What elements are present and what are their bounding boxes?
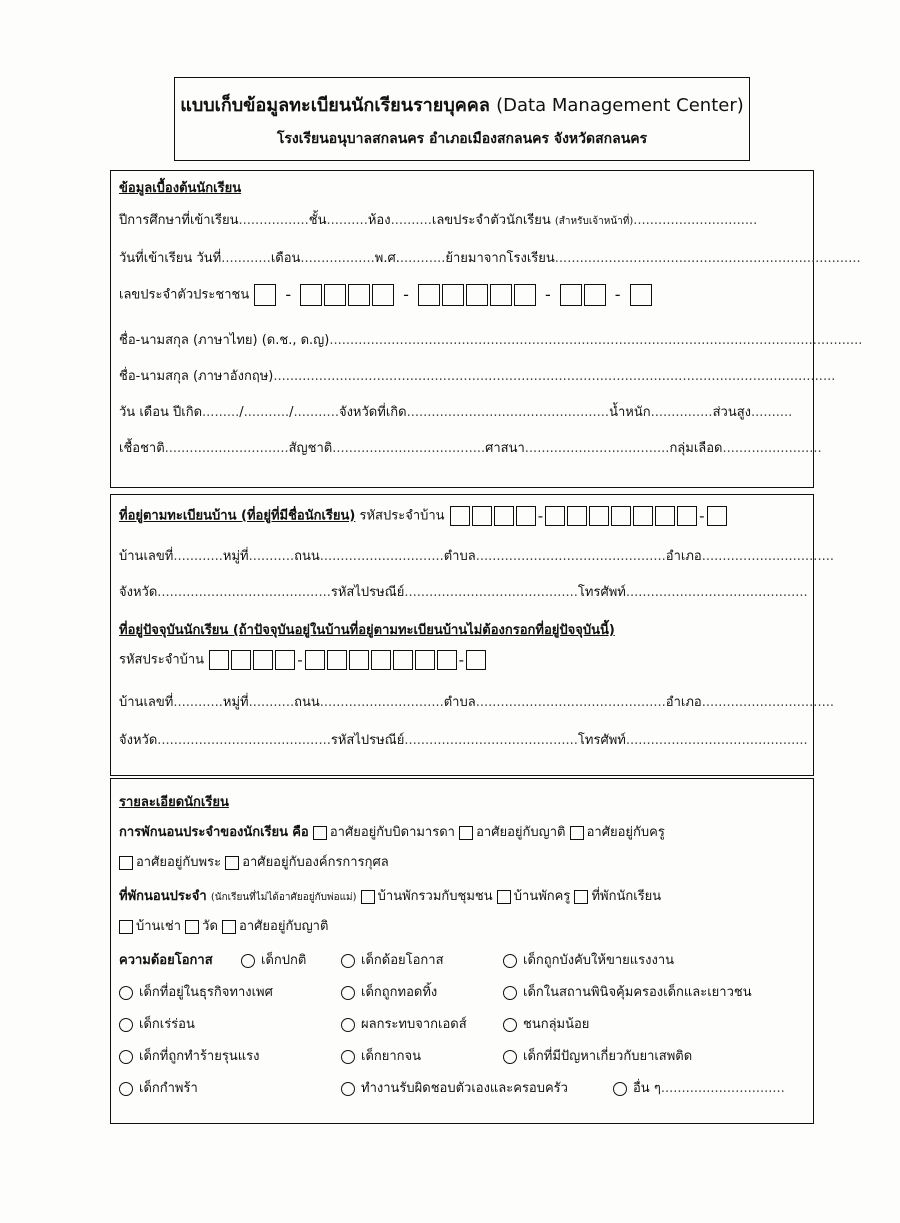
- residence-label: การพักนอนประจำของนักเรียน: [119, 825, 289, 840]
- house-code-dash: -: [699, 507, 705, 525]
- birth-province-field[interactable]: .................................................: [406, 405, 610, 420]
- option-label: เด็กกำพร้า: [139, 1081, 198, 1096]
- tambon-field[interactable]: ..............................................: [475, 549, 666, 564]
- dob-slash: /: [239, 405, 244, 420]
- radio-circle[interactable]: [119, 1050, 133, 1064]
- house-code-box[interactable]: [516, 506, 536, 526]
- option-label: เด็กเร่ร่อน: [139, 1017, 195, 1032]
- moo-label: หมู่ที่: [222, 549, 249, 564]
- citizen-id-box[interactable]: [442, 284, 464, 306]
- birth-province-label: จังหวัดที่เกิด: [338, 405, 407, 420]
- boarding-line-1: [119, 885, 805, 906]
- option-label: เด็กปกติ: [261, 953, 307, 968]
- postal-label: รหัสไปรษณีย์: [330, 585, 405, 600]
- other-field[interactable]: ..............................: [660, 1081, 785, 1096]
- registered-house-line: [119, 545, 834, 566]
- entry-year-field[interactable]: ...........: [399, 251, 446, 266]
- current-house-code-line: [119, 647, 805, 673]
- road-label: ถนน: [294, 695, 320, 710]
- house-code-box[interactable]: [655, 506, 675, 526]
- residence-option: อาศัยอยู่กับครู: [586, 825, 665, 840]
- province-label: จังหวัด: [119, 733, 158, 748]
- room-label: ห้อง: [367, 213, 391, 228]
- form-title-english: (Data Management Center): [496, 95, 744, 116]
- radio-circle[interactable]: [119, 1018, 133, 1032]
- race-label: เชื้อชาติ: [119, 441, 165, 456]
- checkbox[interactable]: [574, 890, 588, 904]
- house-code-box[interactable]: [327, 650, 347, 670]
- basic-info-section: [110, 170, 863, 488]
- disadvantage-option[interactable]: [119, 1045, 259, 1066]
- name-english-label: ชื่อ-นามสกุล (ภาษาอังกฤษ): [119, 369, 274, 384]
- citizen-id-box[interactable]: [584, 284, 606, 306]
- citizen-id-dash: -: [285, 285, 292, 304]
- entry-date-label: วันที่เข้าเรียน วันที่: [119, 251, 222, 266]
- radio-circle[interactable]: [503, 1050, 517, 1064]
- current-address-heading: ที่อยู่ปัจจุบันนักเรียน (ถ้าปัจจุบันอยู่ในบ้านที่อยู่ตามทะเบียนบ้านไม่ต้องกรอกที่อยู่ปัจจุบันนี้): [119, 623, 615, 638]
- class-field[interactable]: ..........: [326, 213, 368, 228]
- registered-address-heading: ที่อยู่ตามทะเบียนบ้าน (ที่อยู่ที่มีชื่อนักเรียน): [119, 508, 356, 524]
- form-title: [175, 90, 749, 119]
- nationality-label: สัญชาติ: [288, 441, 333, 456]
- registered-province-line: [119, 581, 808, 602]
- boarding-option: วัด: [202, 919, 218, 934]
- citizen-id-box[interactable]: [372, 284, 394, 306]
- radio-circle[interactable]: [119, 986, 133, 1000]
- citizen-id-box[interactable]: [300, 284, 322, 306]
- house-code-box[interactable]: [415, 650, 435, 670]
- phone-label: โทรศัพท์: [577, 733, 626, 748]
- amphoe-label: อำเภอ: [665, 549, 702, 564]
- radio-circle[interactable]: [341, 1082, 355, 1096]
- house-no-label: บ้านเลขที่: [119, 695, 174, 710]
- option-label: เด็กถูกทอดทิ้ง: [361, 985, 438, 1000]
- student-id-label: เลขประจำตัวนักเรียน: [431, 213, 551, 228]
- form-title-box: [174, 77, 750, 161]
- disadvantage-option[interactable]: [503, 981, 752, 1002]
- month-label: เดือน: [270, 251, 301, 266]
- house-code-dash: -: [458, 651, 465, 669]
- boarding-option: อาศัยอยู่กับญาติ: [239, 919, 329, 934]
- enrollment-line: [119, 209, 805, 230]
- house-code-box[interactable]: [371, 650, 391, 670]
- blood-label: กลุ่มเลือด: [669, 441, 723, 456]
- citizen-id-label: เลขประจำตัวประชาชน: [119, 287, 250, 303]
- checkbox[interactable]: [119, 856, 133, 870]
- citizen-id-box[interactable]: [560, 284, 582, 306]
- residence-option: อาศัยอยู่กับบิดามารดา: [329, 825, 455, 840]
- year-field[interactable]: .................: [238, 213, 309, 228]
- checkbox[interactable]: [497, 890, 511, 904]
- province-field[interactable]: ..........................................: [157, 585, 331, 600]
- registered-address-heading-line: [119, 503, 805, 529]
- year-label: ปีการศึกษาที่เข้าเรียน: [119, 213, 239, 228]
- current-province-line: [119, 729, 808, 750]
- moo-field[interactable]: ...........: [248, 549, 295, 564]
- basic-info-heading: ข้อมูลเบื้องต้นนักเรียน: [119, 181, 242, 196]
- citizen-id-line: [119, 281, 805, 309]
- option-label: ผลกระทบจากเอดส์: [361, 1017, 467, 1032]
- citizen-id-box[interactable]: [418, 284, 440, 306]
- race-line: [119, 437, 822, 458]
- residence-line-2: [119, 851, 805, 872]
- disadvantage-option[interactable]: [341, 1045, 421, 1066]
- option-label: อื่น ๆ: [633, 1081, 661, 1096]
- house-code-box[interactable]: [633, 506, 653, 526]
- dob-slash: /: [289, 405, 294, 420]
- house-code-box[interactable]: [707, 506, 727, 526]
- house-code-box[interactable]: [275, 650, 295, 670]
- citizen-id-box[interactable]: [324, 284, 346, 306]
- province-field[interactable]: ..........................................: [157, 733, 331, 748]
- class-label: ชั้น: [308, 213, 327, 228]
- house-code-box[interactable]: [349, 650, 369, 670]
- radio-circle[interactable]: [341, 1050, 355, 1064]
- radio-circle[interactable]: [241, 954, 255, 968]
- checkbox[interactable]: [222, 920, 236, 934]
- residence-line-1: [119, 821, 805, 842]
- tambon-label: ตำบล: [443, 549, 476, 564]
- road-field[interactable]: ..............................: [319, 695, 444, 710]
- tambon-label: ตำบล: [443, 695, 476, 710]
- form-subtitle: โรงเรียนอนุบาลสกลนคร อำเภอเมืองสกลนคร จังหวัดสกลนคร: [276, 131, 648, 147]
- house-code-box[interactable]: [611, 506, 631, 526]
- house-code-box[interactable]: [305, 650, 325, 670]
- weight-field[interactable]: ...............: [650, 405, 713, 420]
- tambon-field[interactable]: ..............................................: [475, 695, 666, 710]
- house-code-box[interactable]: [677, 506, 697, 526]
- radio-circle[interactable]: [503, 954, 517, 968]
- house-code-box[interactable]: [589, 506, 609, 526]
- disadvantage-option[interactable]: [119, 981, 273, 1002]
- residence-option: อาศัยอยู่กับองค์กรการกุศล: [242, 855, 389, 870]
- disadvantage-option-other[interactable]: [613, 1077, 785, 1098]
- amphoe-field[interactable]: ................................: [701, 549, 834, 564]
- room-field[interactable]: ..........: [390, 213, 432, 228]
- staff-only-note: (สำหรับเจ้าหน้าที่): [554, 216, 634, 227]
- citizen-id-box[interactable]: [514, 284, 536, 306]
- moo-label: หมู่ที่: [222, 695, 249, 710]
- current-house-line: [119, 691, 834, 712]
- house-code-label: รหัสประจำบ้าน: [119, 652, 205, 668]
- boarding-line-2: [119, 915, 805, 936]
- house-no-label: บ้านเลขที่: [119, 549, 174, 564]
- radio-circle[interactable]: [613, 1082, 627, 1096]
- house-code-box[interactable]: [472, 506, 492, 526]
- boarding-option: ที่พักนักเรียน: [591, 889, 662, 904]
- postal-label: รหัสไปรษณีย์: [330, 733, 405, 748]
- citizen-id-box[interactable]: [254, 284, 276, 306]
- amphoe-label: อำเภอ: [665, 695, 702, 710]
- option-label: เด็กในสถานพินิจคุ้มครองเด็กและเยาวชน: [523, 985, 752, 1000]
- dob-day-field[interactable]: .........: [202, 405, 240, 420]
- name-thai-field[interactable]: .................................................................................................................................: [329, 333, 863, 348]
- option-label: ทำงานรับผิดชอบตัวเองและครอบครัว: [361, 1081, 568, 1096]
- disadvantage-option[interactable]: [341, 949, 444, 970]
- boarding-option: บ้านเช่า: [136, 919, 182, 934]
- house-code-dash: -: [297, 651, 303, 669]
- citizen-id-box[interactable]: [490, 284, 512, 306]
- checkbox[interactable]: [313, 826, 327, 840]
- house-code-box[interactable]: [545, 506, 565, 526]
- disadvantage-label: ความด้อยโอกาส: [119, 953, 213, 968]
- race-field[interactable]: ..............................: [164, 441, 289, 456]
- option-label: เด็กที่ถูกทำร้ายรุนแรง: [139, 1049, 260, 1064]
- citizen-id-dash: -: [614, 285, 621, 304]
- house-code-box[interactable]: [494, 506, 514, 526]
- disadvantage-option[interactable]: [119, 1013, 195, 1034]
- house-no-field[interactable]: ............: [173, 549, 223, 564]
- house-code-box[interactable]: [567, 506, 587, 526]
- radio-circle[interactable]: [503, 1018, 517, 1032]
- option-label: เด็กด้อยโอกาส: [361, 953, 444, 968]
- entry-date-line: [119, 247, 861, 268]
- phone-label: โทรศัพท์: [577, 585, 626, 600]
- house-no-field[interactable]: ............: [173, 695, 223, 710]
- boarding-note: (นักเรียนที่ไม่ได้อาศัยอยู่กับพ่อแม่): [210, 892, 357, 903]
- disadvantage-option[interactable]: [341, 1013, 467, 1034]
- postal-field[interactable]: ..........................................: [404, 585, 578, 600]
- checkbox[interactable]: [361, 890, 375, 904]
- checkbox[interactable]: [185, 920, 199, 934]
- height-label: ส่วนสูง: [712, 405, 751, 420]
- radio-circle[interactable]: [341, 954, 355, 968]
- house-code-box[interactable]: [253, 650, 273, 670]
- house-code-box[interactable]: [209, 650, 229, 670]
- blood-field[interactable]: ........................: [722, 441, 822, 456]
- citizen-id-box[interactable]: [630, 284, 652, 306]
- option-label: ชนกลุ่มน้อย: [523, 1017, 590, 1032]
- moved-from-label: ย้ายมาจากโรงเรียน: [445, 251, 555, 266]
- radio-circle[interactable]: [119, 1082, 133, 1096]
- year-be-label: พ.ศ.: [374, 251, 400, 266]
- disadvantage-option[interactable]: [341, 1077, 568, 1098]
- citizen-id-box[interactable]: [466, 284, 488, 306]
- student-details-heading: รายละเอียดนักเรียน: [119, 795, 229, 810]
- option-label: เด็กยากจน: [361, 1049, 422, 1064]
- province-label: จังหวัด: [119, 585, 158, 600]
- citizen-id-dash: -: [544, 285, 551, 304]
- phone-field[interactable]: ............................................: [625, 585, 808, 600]
- address-section: [110, 494, 834, 776]
- name-thai-label: ชื่อ-นามสกุล (ภาษาไทย) (ด.ช., ด.ญ): [119, 333, 330, 348]
- checkbox[interactable]: [225, 856, 239, 870]
- disadvantage-option[interactable]: [503, 1045, 692, 1066]
- moved-from-field[interactable]: ..........................................................................: [554, 251, 861, 266]
- citizen-id-dash: -: [403, 285, 409, 304]
- residence-is: คือ: [292, 825, 309, 840]
- checkbox[interactable]: [119, 920, 133, 934]
- name-english-field[interactable]: ........................................................................................................................................: [273, 369, 836, 384]
- road-label: ถนน: [294, 549, 320, 564]
- weight-label: น้ำหนัก: [609, 405, 651, 420]
- disadvantage-option[interactable]: [119, 1077, 198, 1098]
- checkbox[interactable]: [570, 826, 584, 840]
- radio-circle[interactable]: [341, 986, 355, 1000]
- form-title-thai: แบบเก็บข้อมูลทะเบียนนักเรียนรายบุคคล: [180, 95, 490, 116]
- house-code-label: รหัสประจำบ้าน: [359, 508, 445, 524]
- radio-circle[interactable]: [503, 986, 517, 1000]
- residence-option: อาศัยอยู่กับญาติ: [476, 825, 566, 840]
- name-english-line: [119, 365, 836, 386]
- radio-circle[interactable]: [341, 1018, 355, 1032]
- height-field[interactable]: ..........: [750, 405, 793, 420]
- option-label: เด็กถูกบังคับให้ขายแรงงาน: [523, 953, 675, 968]
- option-label: เด็กที่อยู่ในธุรกิจทางเพศ: [139, 985, 273, 1000]
- nationality-field[interactable]: .....................................: [332, 441, 486, 456]
- amphoe-field[interactable]: ................................: [701, 695, 834, 710]
- option-label: เด็กที่มีปัญหาเกี่ยวกับยาเสพติด: [523, 1049, 693, 1064]
- house-code-box[interactable]: [231, 650, 251, 670]
- postal-field[interactable]: ..........................................: [404, 733, 578, 748]
- boarding-option: บ้านพักครู: [513, 889, 571, 904]
- student-id-field[interactable]: ..............................: [633, 213, 758, 228]
- dob-label: วัน เดือน ปีเกิด: [119, 405, 203, 420]
- house-code-box[interactable]: [450, 506, 470, 526]
- student-details-section: [110, 778, 814, 1124]
- phone-field[interactable]: ............................................: [625, 733, 808, 748]
- dob-month-field[interactable]: ...........: [243, 405, 290, 420]
- residence-option: อาศัยอยู่กับพระ: [136, 855, 222, 870]
- entry-day-field[interactable]: ............: [221, 251, 271, 266]
- religion-field[interactable]: ...................................: [524, 441, 670, 456]
- house-code-box[interactable]: [437, 650, 457, 670]
- disadvantage-option[interactable]: [241, 949, 306, 970]
- boarding-option: บ้านพักรวมกับชุมชน: [377, 889, 493, 904]
- name-thai-line: [119, 329, 863, 350]
- house-code-dash: -: [537, 507, 544, 525]
- entry-month-field[interactable]: ..................: [300, 251, 375, 266]
- disadvantage-option[interactable]: [341, 981, 437, 1002]
- moo-field[interactable]: ...........: [248, 695, 295, 710]
- road-field[interactable]: ..............................: [319, 549, 444, 564]
- religion-label: ศาสนา: [485, 441, 525, 456]
- birth-line: [119, 401, 805, 422]
- house-code-box[interactable]: [393, 650, 413, 670]
- checkbox[interactable]: [459, 826, 473, 840]
- dob-year-field[interactable]: ...........: [293, 405, 339, 420]
- disadvantage-option[interactable]: [503, 1013, 589, 1034]
- citizen-id-box[interactable]: [348, 284, 370, 306]
- disadvantage-option[interactable]: [503, 949, 674, 970]
- boarding-label: ที่พักนอนประจำ: [119, 889, 207, 904]
- house-code-box[interactable]: [466, 650, 486, 670]
